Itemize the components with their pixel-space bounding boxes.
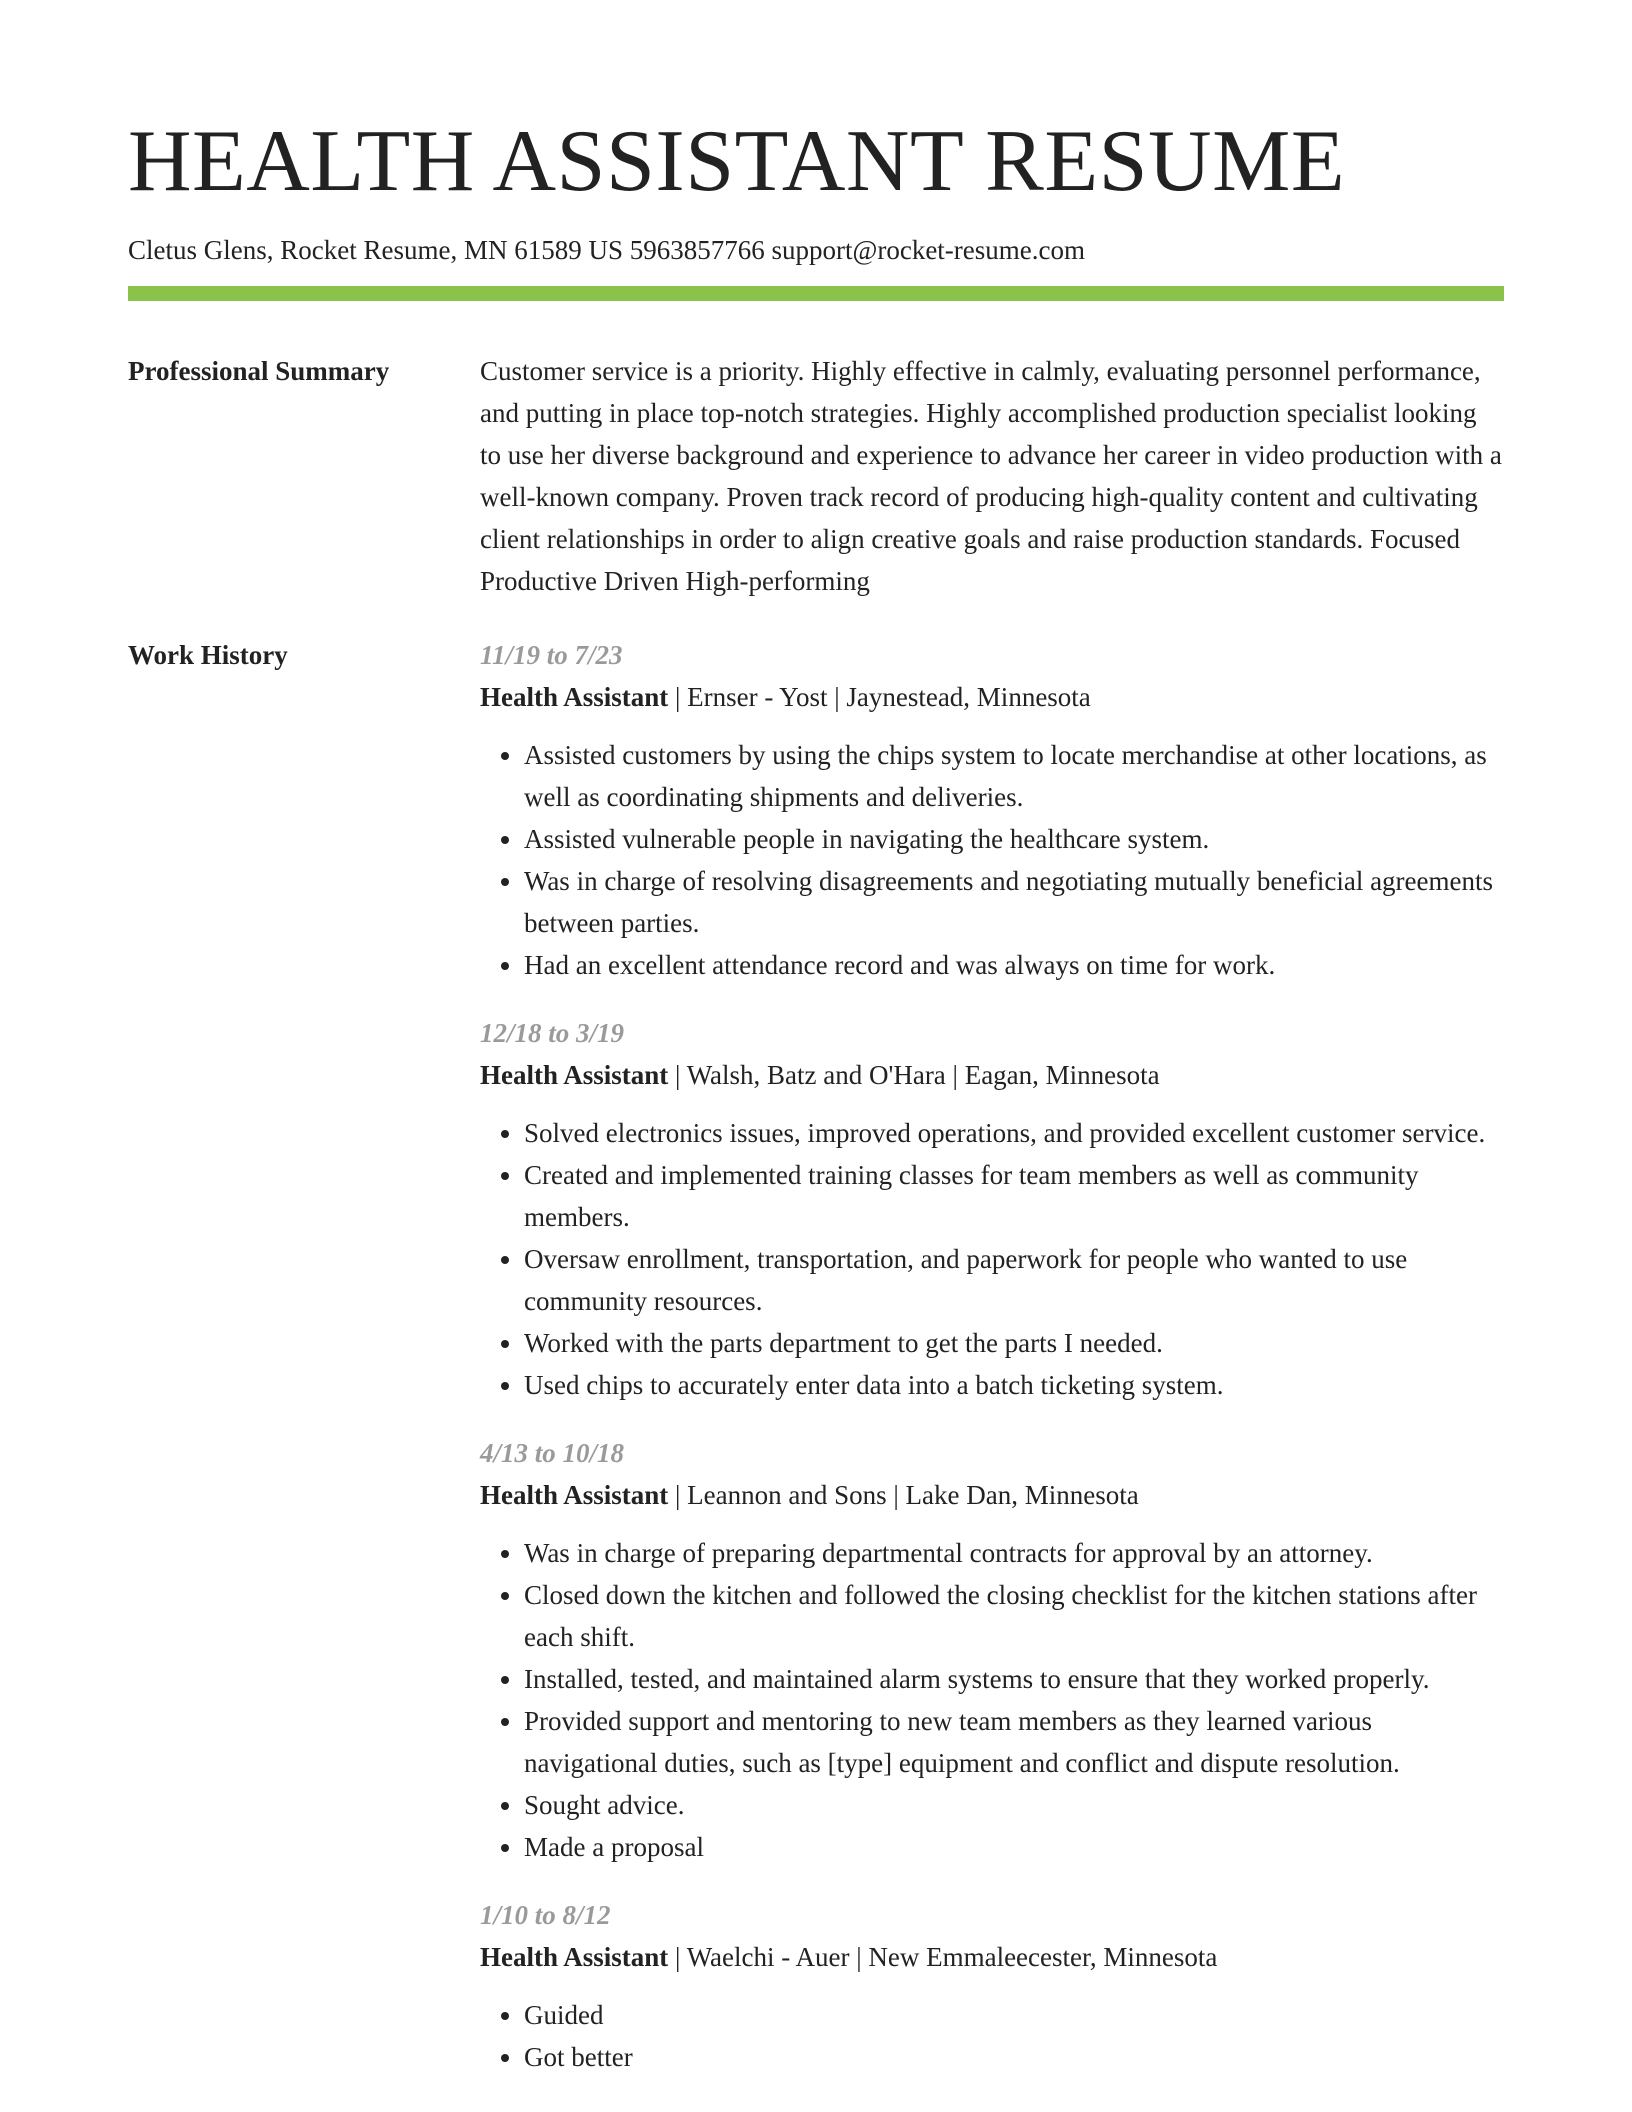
job-bullet: • Was in charge of preparing departmental contracts for approval by an attorney. bbox=[524, 1532, 1504, 1574]
job-bullet-list bbox=[480, 734, 1504, 986]
resume-title: HEALTH ASSISTANT RESUME bbox=[128, 113, 1346, 210]
job-title: Health Assistant bbox=[480, 682, 669, 712]
job-title: Health Assistant bbox=[480, 1060, 669, 1090]
job-bullet: • Made a proposal bbox=[524, 1826, 1504, 1868]
section-label-professional-summary: Professional Summary bbox=[128, 356, 390, 386]
job-employer-location: | Waelchi - Auer | New Emmaleecester, Minnesota bbox=[668, 1942, 1218, 1972]
job-bullet: • Worked with the parts department to get the parts I needed. bbox=[524, 1322, 1504, 1364]
job-title: Health Assistant bbox=[480, 1480, 669, 1510]
job-bullet: • Sought advice. bbox=[524, 1784, 1504, 1826]
job-entry bbox=[480, 1432, 1504, 1868]
work-history-jobs bbox=[480, 634, 1504, 2104]
job-bullet: • Created and implemented training classes for team members as well as community members. bbox=[524, 1154, 1504, 1238]
job-entry bbox=[480, 634, 1504, 986]
job-bullet: • Was in charge of resolving disagreements and negotiating mutually beneficial agreements between parties. bbox=[524, 860, 1504, 944]
job-entry bbox=[480, 1894, 1504, 2078]
job-dates: 1/10 to 8/12 bbox=[480, 1900, 611, 1930]
job-dates: 12/18 to 3/19 bbox=[480, 1018, 625, 1048]
job-bullet: • Used chips to accurately enter data into a batch ticketing system. bbox=[524, 1364, 1504, 1406]
job-bullet: • Oversaw enrollment, transportation, and paperwork for people who wanted to use community resources. bbox=[524, 1238, 1504, 1322]
accent-divider bbox=[128, 286, 1504, 301]
job-dates: 4/13 to 10/18 bbox=[480, 1438, 625, 1468]
job-bullet: • Solved electronics issues, improved operations, and provided excellent customer service. bbox=[524, 1112, 1504, 1154]
job-bullet: • Provided support and mentoring to new team members as they learned various navigational duties, such as [type] equipment and conflict and dispute resolution. bbox=[524, 1700, 1504, 1784]
job-bullet-list bbox=[480, 1994, 1504, 2078]
section-label-work-history: Work History bbox=[128, 640, 288, 670]
job-entry bbox=[480, 1012, 1504, 1406]
job-employer-location: | Leannon and Sons | Lake Dan, Minnesota bbox=[668, 1480, 1139, 1510]
job-heading bbox=[480, 676, 1504, 718]
job-employer-location: | Walsh, Batz and O'Hara | Eagan, Minnesota bbox=[668, 1060, 1160, 1090]
job-bullet: • Closed down the kitchen and followed the closing checklist for the kitchen stations after each shift. bbox=[524, 1574, 1504, 1658]
job-dates: 11/19 to 7/23 bbox=[480, 640, 623, 670]
job-bullet: • Assisted vulnerable people in navigating the healthcare system. bbox=[524, 818, 1504, 860]
job-heading bbox=[480, 1054, 1504, 1096]
job-heading bbox=[480, 1474, 1504, 1516]
job-bullet: • Assisted customers by using the chips system to locate merchandise at other locations, as well as coordinating shipments and deliveries. bbox=[524, 734, 1504, 818]
job-title: Health Assistant bbox=[480, 1942, 669, 1972]
job-bullet-list bbox=[480, 1532, 1504, 1868]
job-bullet: • Installed, tested, and maintained alarm systems to ensure that they worked properly. bbox=[524, 1658, 1504, 1700]
job-employer-location: | Ernser - Yost | Jaynestead, Minnesota bbox=[668, 682, 1091, 712]
job-bullet: • Got better bbox=[524, 2036, 1504, 2078]
job-bullet: • Had an excellent attendance record and was always on time for work. bbox=[524, 944, 1504, 986]
contact-line: Cletus Glens, Rocket Resume, MN 61589 US 5963857766 support@rocket-resume.com bbox=[128, 235, 1085, 265]
job-bullet: • Guided bbox=[524, 1994, 1504, 2036]
job-heading bbox=[480, 1936, 1504, 1978]
summary-text: Customer service is a priority. Highly effective in calmly, evaluating personnel performance, and putting in place top-notch strategies. Highly accomplished production specialist looking to use her diverse background and experience to advance her career in video production with a well-known company. Proven track record of producing high-quality content and cultivating client relationships in order to align creative goals and raise production standards. Focused Productive Driven High-performing bbox=[480, 356, 1502, 596]
job-bullet-list bbox=[480, 1112, 1504, 1406]
